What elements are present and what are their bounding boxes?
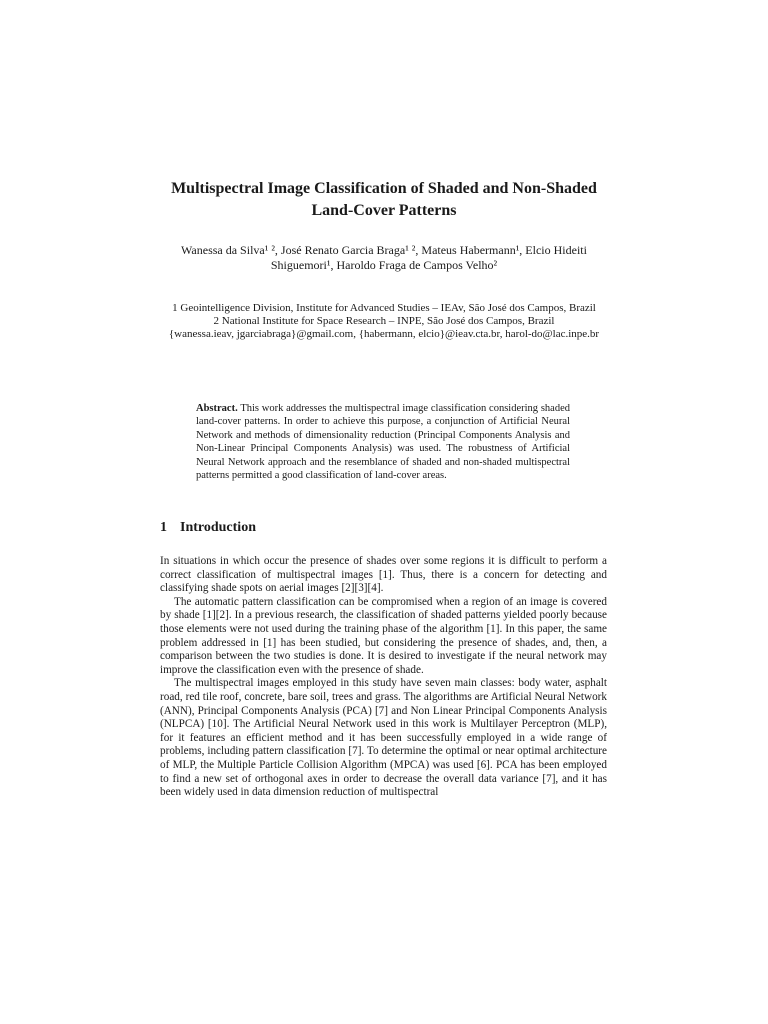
paragraph: In situations in which occur the presence of shades over some regions it is difficult to perform a correct classification of multispectral images [1]. Thus, there is a concern for detecting and classifying shade spots on aerial images [2][3][4]. [160, 555, 607, 595]
affiliation-1: 1 Geointelligence Division, Institute for Advanced Studies – IEAv, São José dos Campos, Brazil [172, 302, 596, 314]
introduction-body [160, 555, 607, 800]
abstract [196, 402, 570, 482]
affiliations-block [160, 302, 608, 341]
section-heading-introduction [160, 519, 256, 537]
author-list: Wanessa da Silva¹ ², José Renato Garcia Braga¹ ², Mateus Habermann¹, Elcio Hideiti Shiguemori¹, Haroldo Fraga de Campos Velho² [181, 243, 587, 272]
section-title: Introduction [180, 520, 256, 535]
paragraph: The automatic pattern classification can be compromised when a region of an image is covered by shade [1][2]. In a previous research, the classification of shaded patterns yielded poorly because those elements were not used during the training phase of the algorithm [1]. In this paper, the same problem addressed in [1] has been studied, but considering the presence of shades, and, then, a comparison between the two studies is done. It is desired to investigate if the neural network may improve the classification even with the presence of shade. [160, 595, 607, 676]
abstract-label: Abstract. [196, 403, 238, 414]
affiliation-2: 2 National Institute for Space Research – INPE, São José dos Campos, Brazil [213, 315, 555, 327]
section-number: 1 [160, 520, 167, 535]
abstract-text: This work addresses the multispectral image classification considering shaded land-cover patterns. In order to achieve this purpose, a conjunction of Artificial Neural Network and methods of dimensionality reduction (Principal Components Analysis and Non-Linear Principal Components Analysis) was used. The robustness of Artificial Neural Network approach and the resemblance of shaded and non-shaded multispectral patterns permitted a good classification of land-cover areas. [196, 403, 570, 482]
paper-title: Multispectral Image Classification of Shaded and Non-Shaded Land-Cover Patterns [171, 180, 597, 219]
contact-emails: {wanessa.ieav, jgarciabraga}@gmail.com, {habermann, elcio}@ieav.cta.br, harol-do@lac.inpe.br [168, 328, 600, 340]
paragraph: The multispectral images employed in this study have seven main classes: body water, asphalt road, red tile roof, concrete, bare soil, trees and grass. The algorithms are Artificial Neural Network (ANN), Principal Components Analysis (PCA) [7] and Non Linear Principal Components Analysis (NLPCA) [10]. The Artificial Neural Network used in this work is Multilayer Perceptron (MLP), for it features an efficient method and it has been successfully employed in a wide range of problems, including pattern classification [7]. To determine the optimal or near optimal architecture of MLP, the Multiple Particle Collision Algorithm (MPCA) was used [6]. PCA has been employed to find a new set of orthogonal axes in order to decrease the overall data variance [7], and it has been widely used in data dimension reduction of multispectral [160, 677, 607, 799]
